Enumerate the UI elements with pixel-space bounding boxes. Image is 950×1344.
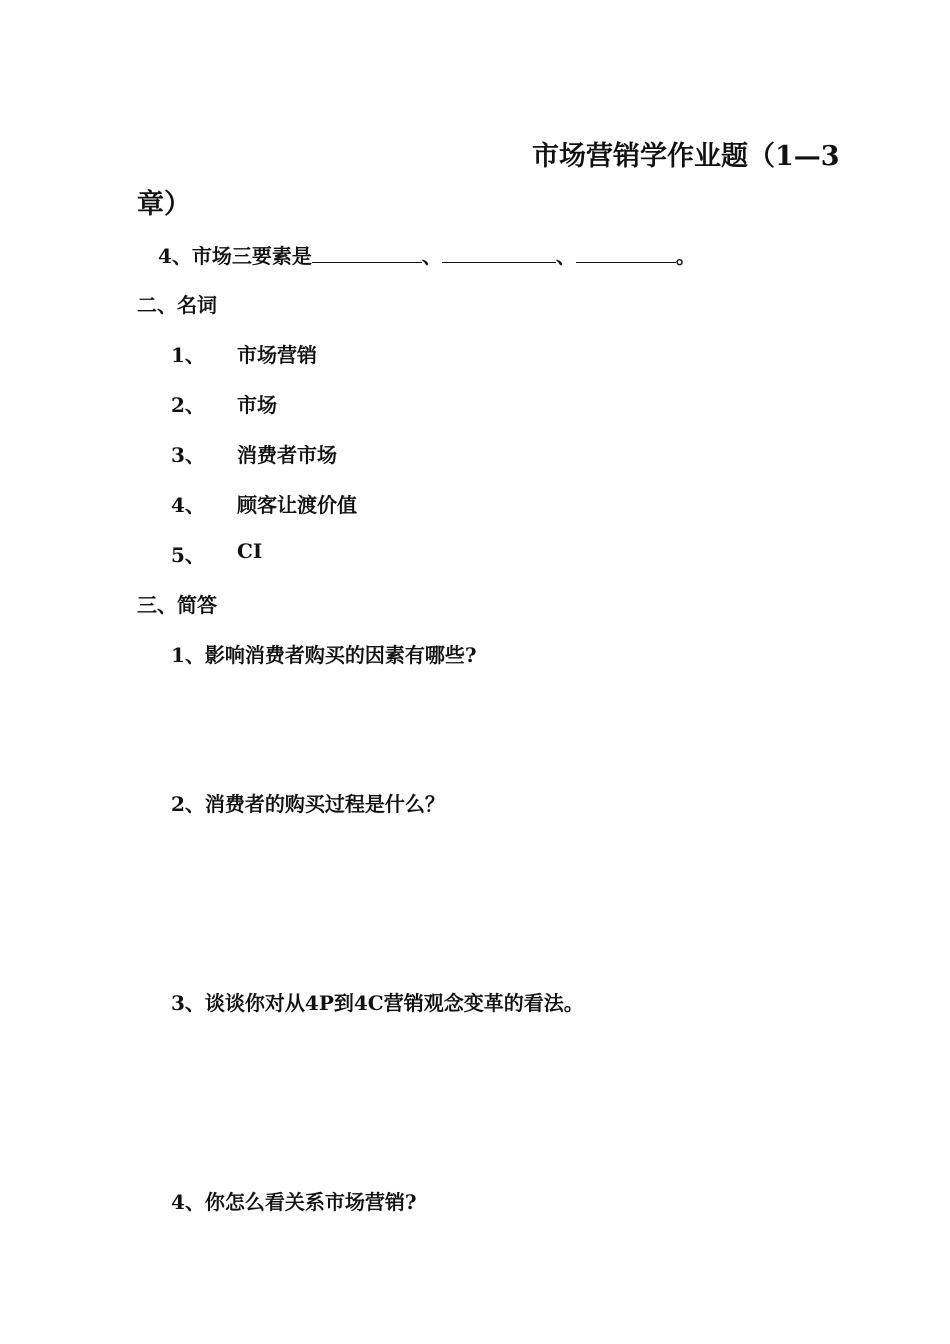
fill-blank-separator-2: 、 [555,244,576,268]
short-answer-question: 3、谈谈你对从4P到4C营销观念变革的看法。 [171,991,584,1015]
short-answer-question: 1、影响消费者购买的因素有哪些? [171,643,477,667]
term-number: 1、 [171,343,205,367]
fill-blank-question [158,240,696,269]
fill-blank-separator-1: 、 [421,244,442,268]
document-title-line2: 章） [137,189,191,220]
document-title-line1: 市场营销学作业题（1—3 [532,141,840,172]
term-number: 4、 [171,493,205,517]
term-text: 市场 [237,393,277,417]
term-text: 顾客让渡价值 [237,493,357,517]
term-number: 3、 [171,443,205,467]
answer-blank-3 [576,242,676,263]
answer-blank-1 [312,242,422,263]
section-heading-short-answer: 三、简答 [137,593,217,617]
term-text: 市场营销 [237,343,317,367]
term-number: 2、 [171,393,205,417]
fill-blank-prefix: 4、市场三要素是 [158,244,312,268]
section-heading-terms: 二、名词 [137,293,217,317]
term-text: 消费者市场 [237,443,337,467]
short-answer-question: 2、消费者的购买过程是什么？ [171,792,445,816]
answer-blank-2 [442,242,556,263]
term-number: 5、 [171,543,205,567]
term-text: CI [237,539,263,563]
short-answer-question: 4、你怎么看关系市场营销? [171,1190,417,1214]
fill-blank-end: 。 [675,244,696,268]
